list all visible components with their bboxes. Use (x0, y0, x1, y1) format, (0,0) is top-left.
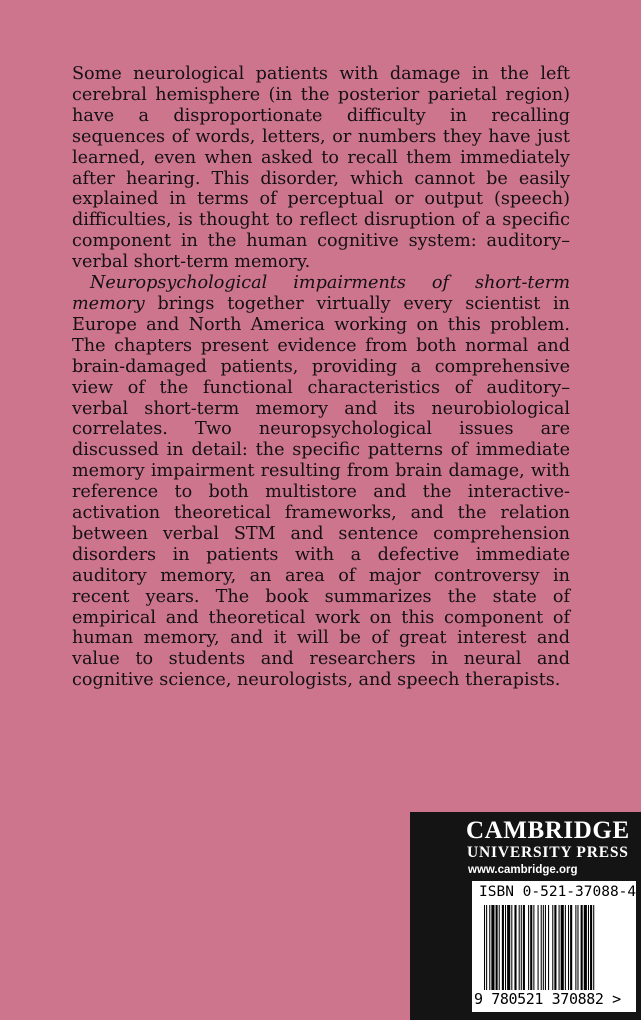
barcode-bar (514, 905, 516, 991)
barcode-bar (581, 905, 583, 991)
book-title-italic: Neuropsychological impairments of short-term memory (72, 273, 570, 314)
back-cover-blurb (72, 64, 570, 691)
barcode-bar (559, 905, 560, 991)
barcode-bar (577, 905, 578, 991)
barcode-bar (486, 905, 487, 997)
barcode-bar (541, 905, 542, 997)
barcode-bar (538, 905, 539, 991)
barcode-bar (491, 905, 494, 991)
blurb-paragraph-1: Some neurological patients with damage in the left cerebral hemisphere (in the posterior parietal region) have a disproportionate difficulty in recalling sequences of words, letters, or numbers they have just learned, even when asked to recall them immediately after hearing. This disorder, which cannot be easily explained in terms of perceptual or output (speech) difficulties, is thought to reflect disruption of a specific component in the human cognitive system: auditory–verbal short-term memory. (72, 64, 570, 273)
barcode-bar (533, 905, 534, 991)
barcode-bar (545, 905, 546, 991)
barcode-digits: 9 780521 370882 > (474, 990, 634, 1008)
barcode-bar (590, 905, 592, 991)
barcode-bar (530, 905, 532, 991)
barcode-bar (505, 905, 506, 991)
barcode-bar (528, 905, 529, 991)
blurb-paragraph-2 (72, 273, 570, 691)
barcode-bar (554, 905, 556, 991)
barcode-bar (507, 905, 510, 991)
barcode-label (472, 881, 636, 1012)
blurb-paragraph-2-body: brings together virtually every scientist in Europe and North America working on this problem. The chapters present evidence from both normal and brain-damaged patients, providing a comprehensive view of the functional characteristics of auditory–verbal short-term memory and its neurobiological correlates. Two neuropsychological issues are discussed in detail: the specific patterns of immediate memory impairment resulting from brain damage, with reference to both multistore and the interactive-activation theoretical frameworks, and the relation between verbal STM and sentence comprehension disorders in patients with a defective immediate auditory memory, an area of major controversy in recent years. The book summarizes the state of empirical and theoretical work on this component of human memory, and it will be of great interest and value to students and researchers in neural and cognitive science, neurologists, and speech therapists. (72, 293, 570, 691)
barcode-bar (499, 905, 500, 991)
barcode-bar (484, 905, 485, 997)
barcode-bar (523, 905, 525, 991)
barcode-bar (593, 905, 594, 997)
barcode-bar (570, 905, 572, 991)
publisher-subtitle: UNIVERSITY PRESS (467, 844, 629, 861)
isbn-text: ISBN 0-521-37088-4 (479, 884, 637, 900)
barcode-bar (502, 905, 504, 991)
barcode-bar (489, 905, 490, 991)
barcode-bar (519, 905, 520, 991)
barcode-bar (588, 905, 589, 991)
barcode-bar (543, 905, 544, 991)
publisher-url: www.cambridge.org (468, 864, 578, 876)
barcode-bar (496, 905, 498, 991)
barcode-bar (548, 905, 549, 991)
barcode-bar (561, 905, 564, 991)
barcode-bar (565, 905, 566, 991)
barcode-bar (521, 905, 522, 991)
barcode-bar (552, 905, 553, 991)
barcode-bar (575, 905, 576, 991)
barcode-bar (511, 905, 512, 991)
barcode-bar (584, 905, 587, 991)
barcode-bar (568, 905, 569, 991)
publisher-name: CAMBRIDGE (466, 817, 630, 844)
